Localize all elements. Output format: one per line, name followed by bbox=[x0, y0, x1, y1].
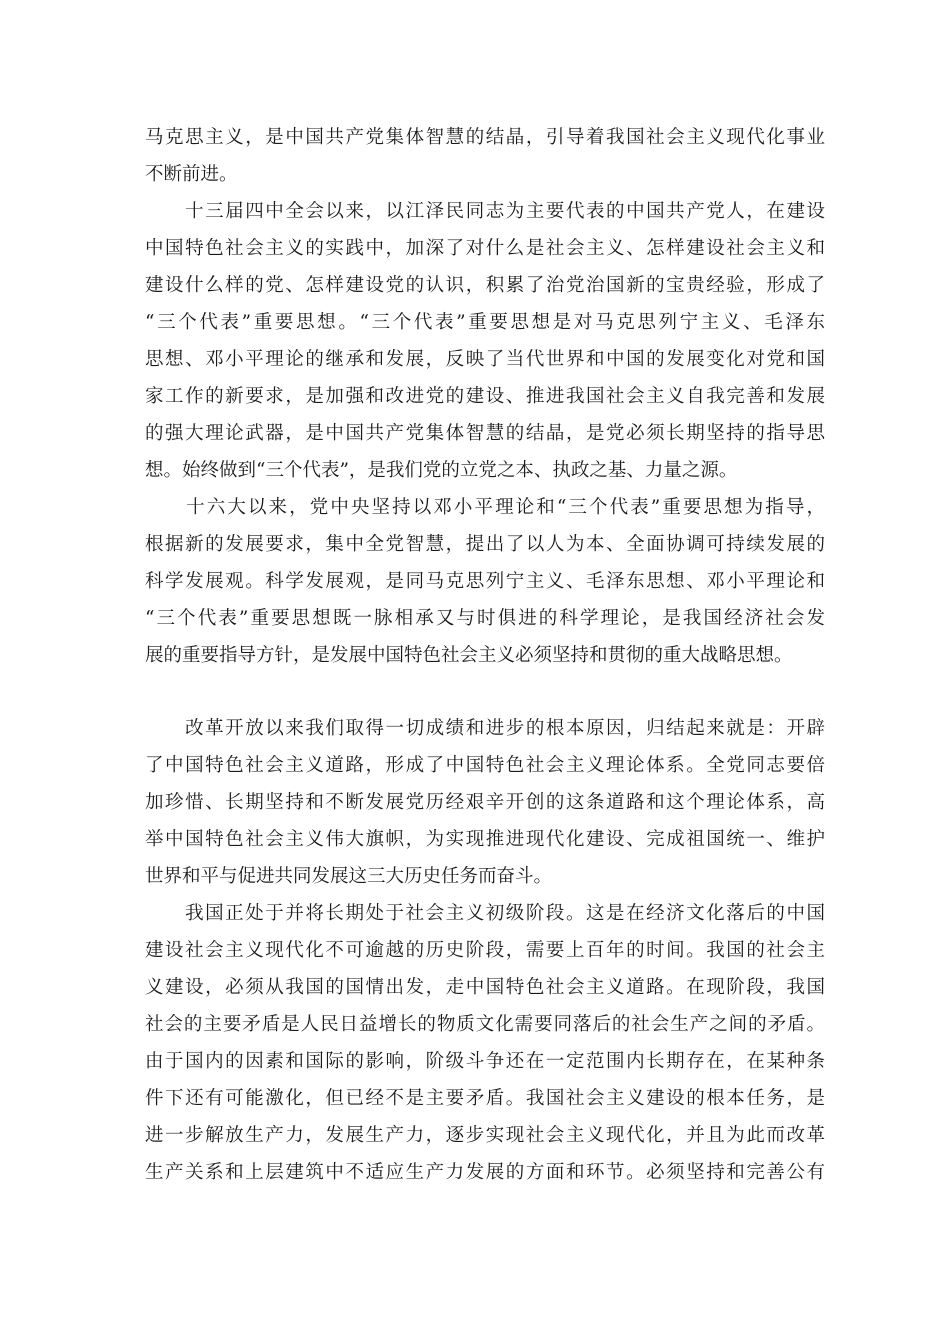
paragraph-4-line-1: 改革开放以来我们取得一切成绩和进步的根本原因，归结起来就是：开辟 bbox=[145, 718, 825, 739]
paragraph-2-line-1: 十三届四中全会以来，以江泽民同志为主要代表的中国共产党人，在建设 bbox=[145, 201, 825, 222]
paragraph-4-line-2: 了中国特色社会主义道路，形成了中国特色社会主义理论体系。全党同志要倍 bbox=[145, 755, 825, 776]
paragraph-2-line-5: 思想、邓小平理论的继承和发展，反映了当代世界和中国的发展变化对党和国 bbox=[145, 349, 825, 370]
paragraph-1-line-1: 马克思主义，是中国共产党集体智慧的结晶，引导着我国社会主义现代化事业 bbox=[145, 127, 825, 148]
paragraph-3-line-1: 十六大以来，党中央坚持以邓小平理论和“三个代表”重要思想为指导， bbox=[145, 497, 825, 518]
paragraph-5-line-4: 社会的主要矛盾是人民日益增长的物质文化需要同落后的社会生产之间的矛盾。 bbox=[145, 1014, 825, 1035]
paragraph-3-line-4: “三个代表”重要思想既一脉相承又与时俱进的科学理论，是我国经济社会发 bbox=[145, 608, 825, 629]
paragraph-5-line-6: 件下还有可能激化，但已经不是主要矛盾。我国社会主义建设的根本任务，是 bbox=[145, 1088, 825, 1109]
paragraph-4-line-3: 加珍惜、长期坚持和不断发展党历经艰辛开创的这条道路和这个理论体系，高 bbox=[145, 792, 825, 813]
paragraph-2-line-6: 家工作的新要求，是加强和改进党的建设、推进我国社会主义自我完善和发展 bbox=[145, 386, 825, 407]
paragraph-5-line-8: 生产关系和上层建筑中不适应生产力发展的方面和环节。必须坚持和完善公有 bbox=[145, 1162, 825, 1183]
paragraph-3-line-2: 根据新的发展要求，集中全党智慧，提出了以人为本、全面协调可持续发展的 bbox=[145, 534, 825, 555]
paragraph-3-line-3: 科学发展观。科学发展观，是同马克思列宁主义、毛泽东思想、邓小平理论和 bbox=[145, 571, 825, 592]
paragraph-2-line-4: “三个代表”重要思想。“三个代表”重要思想是对马克思列宁主义、毛泽东 bbox=[145, 312, 825, 333]
paragraph-5-line-2: 建设社会主义现代化不可逾越的历史阶段，需要上百年的时间。我国的社会主 bbox=[145, 940, 825, 961]
paragraph-2-line-3: 建设什么样的党、怎样建设党的认识，积累了治党治国新的宝贵经验，形成了 bbox=[145, 275, 825, 296]
paragraph-5-line-3: 义建设，必须从我国的国情出发，走中国特色社会主义道路。在现阶段，我国 bbox=[145, 977, 825, 998]
paragraph-4-line-4: 举中国特色社会主义伟大旗帜，为实现推进现代化建设、完成祖国统一、维护 bbox=[145, 829, 825, 850]
paragraph-2-line-8: 想。始终做到“三个代表”，是我们党的立党之本、执政之基、力量之源。 bbox=[145, 460, 738, 481]
paragraph-2-line-7: 的强大理论武器，是中国共产党集体智慧的结晶，是党必须长期坚持的指导思 bbox=[145, 423, 825, 444]
paragraph-3-line-5: 展的重要指导方针，是发展中国特色社会主义必须坚持和贯彻的重大战略思想。 bbox=[145, 645, 793, 666]
paragraph-1-line-2: 不断前进。 bbox=[145, 164, 238, 185]
paragraph-4-line-5: 世界和平与促进共同发展这三大历史任务而奋斗。 bbox=[145, 866, 553, 887]
paragraph-5-line-7: 进一步解放生产力，发展生产力，逐步实现社会主义现代化，并且为此而改革 bbox=[145, 1125, 825, 1146]
paragraph-5-line-1: 我国正处于并将长期处于社会主义初级阶段。这是在经济文化落后的中国 bbox=[145, 903, 825, 924]
paragraph-5-line-5: 由于国内的因素和国际的影响，阶级斗争还在一定范围内长期存在，在某种条 bbox=[145, 1051, 825, 1072]
paragraph-2-line-2: 中国特色社会主义的实践中，加深了对什么是社会主义、怎样建设社会主义和 bbox=[145, 238, 825, 259]
